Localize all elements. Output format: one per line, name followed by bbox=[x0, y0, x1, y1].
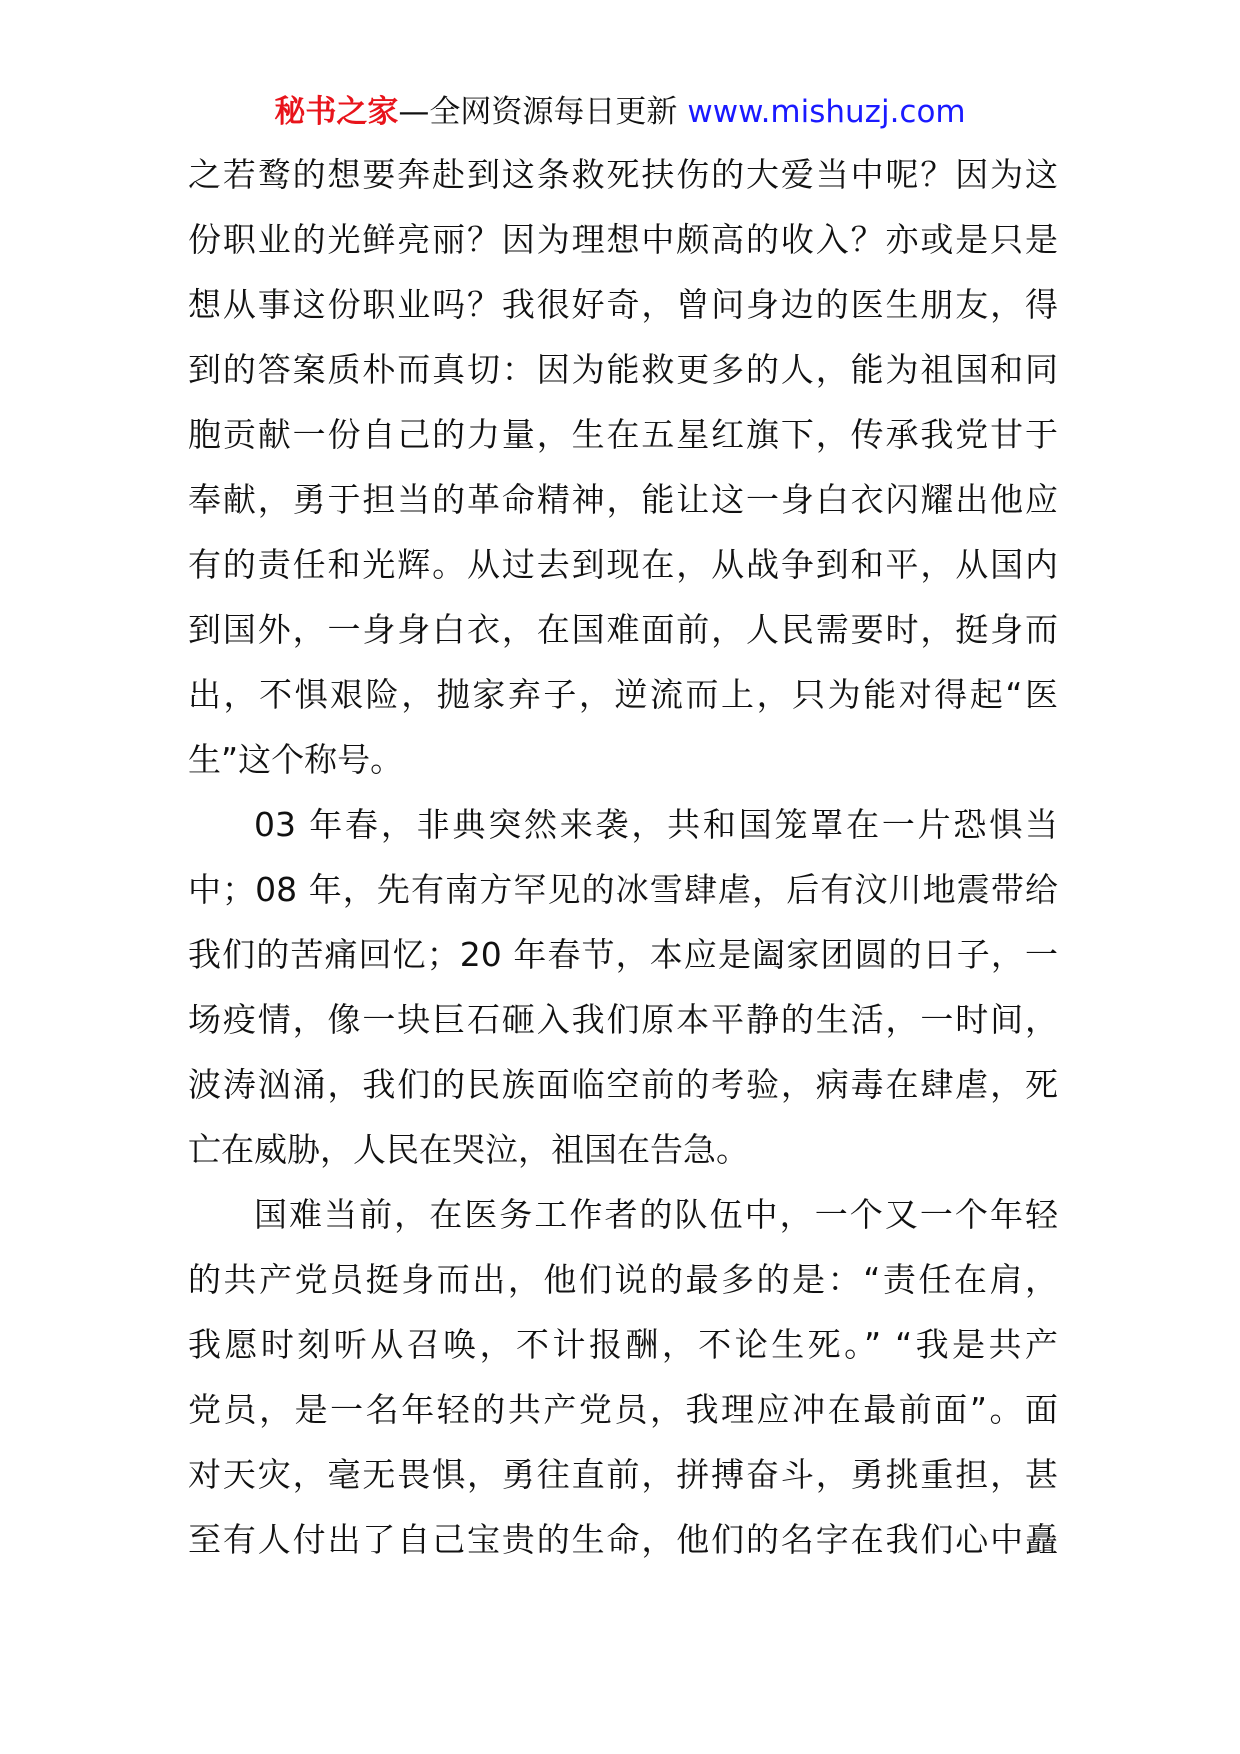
paragraph-start-line: 03 年春，非典突然来袭，共和国笼罩在一片恐惧当 bbox=[254, 805, 1058, 844]
text-line: 党员，是一名年轻的共产党员，我理应冲在最前面”。面 bbox=[188, 1390, 1058, 1429]
text-line: 我愿时刻听从召唤，不计报酬，不论生死。” “我是共产 bbox=[188, 1325, 1058, 1364]
text-line: 胞贡献一份自己的力量，生在五星红旗下，传承我党甘于 bbox=[188, 415, 1058, 454]
text-line: 波涛汹涌，我们的民族面临空前的考验，病毒在肆虐，死 bbox=[188, 1065, 1058, 1104]
page-header bbox=[0, 92, 1240, 132]
text-line: 奉献，勇于担当的革命精神，能让这一身白衣闪耀出他应 bbox=[188, 480, 1058, 519]
text-line: 中；08 年，先有南方罕见的冰雪肆虐，后有汶川地震带给 bbox=[188, 870, 1058, 909]
text-line: 出，不惧艰险，抛家弃子，逆流而上，只为能对得起“医 bbox=[188, 675, 1058, 714]
paragraph-start-line: 国难当前，在医务工作者的队伍中，一个又一个年轻 bbox=[254, 1195, 1058, 1234]
site-tagline: —全网资源每日更新 bbox=[398, 94, 678, 130]
text-line: 生”这个称号。 bbox=[188, 740, 404, 779]
text-line: 到的答案质朴而真切：因为能救更多的人，能为祖国和同 bbox=[188, 350, 1058, 389]
text-line: 想从事这份职业吗？我很好奇，曾问身边的医生朋友，得 bbox=[188, 285, 1058, 324]
text-line: 到国外，一身身白衣，在国难面前，人民需要时，挺身而 bbox=[188, 610, 1058, 649]
site-url-link[interactable]: www.mishuzj.com bbox=[687, 94, 966, 130]
text-line: 场疫情，像一块巨石砸入我们原本平静的生活，一时间， bbox=[188, 1000, 1058, 1039]
text-line: 亡在威胁，人民在哭泣，祖国在告急。 bbox=[188, 1130, 749, 1169]
site-brand: 秘书之家 bbox=[274, 94, 399, 130]
text-line: 的共产党员挺身而出，他们说的最多的是：“责任在肩， bbox=[188, 1260, 1058, 1299]
text-line: 至有人付出了自己宝贵的生命，他们的名字在我们心中矗 bbox=[188, 1520, 1058, 1559]
text-line: 对天灾，毫无畏惧，勇往直前，拼搏奋斗，勇挑重担，甚 bbox=[188, 1455, 1058, 1494]
document-body bbox=[188, 142, 1058, 1572]
text-line: 我们的苦痛回忆；20 年春节，本应是阖家团圆的日子，一 bbox=[188, 935, 1058, 974]
text-line: 份职业的光鲜亮丽？因为理想中颇高的收入？亦或是只是 bbox=[188, 220, 1058, 259]
text-line: 之若鹜的想要奔赴到这条救死扶伤的大爱当中呢？因为这 bbox=[188, 155, 1058, 194]
text-line: 有的责任和光辉。从过去到现在，从战争到和平，从国内 bbox=[188, 545, 1058, 584]
